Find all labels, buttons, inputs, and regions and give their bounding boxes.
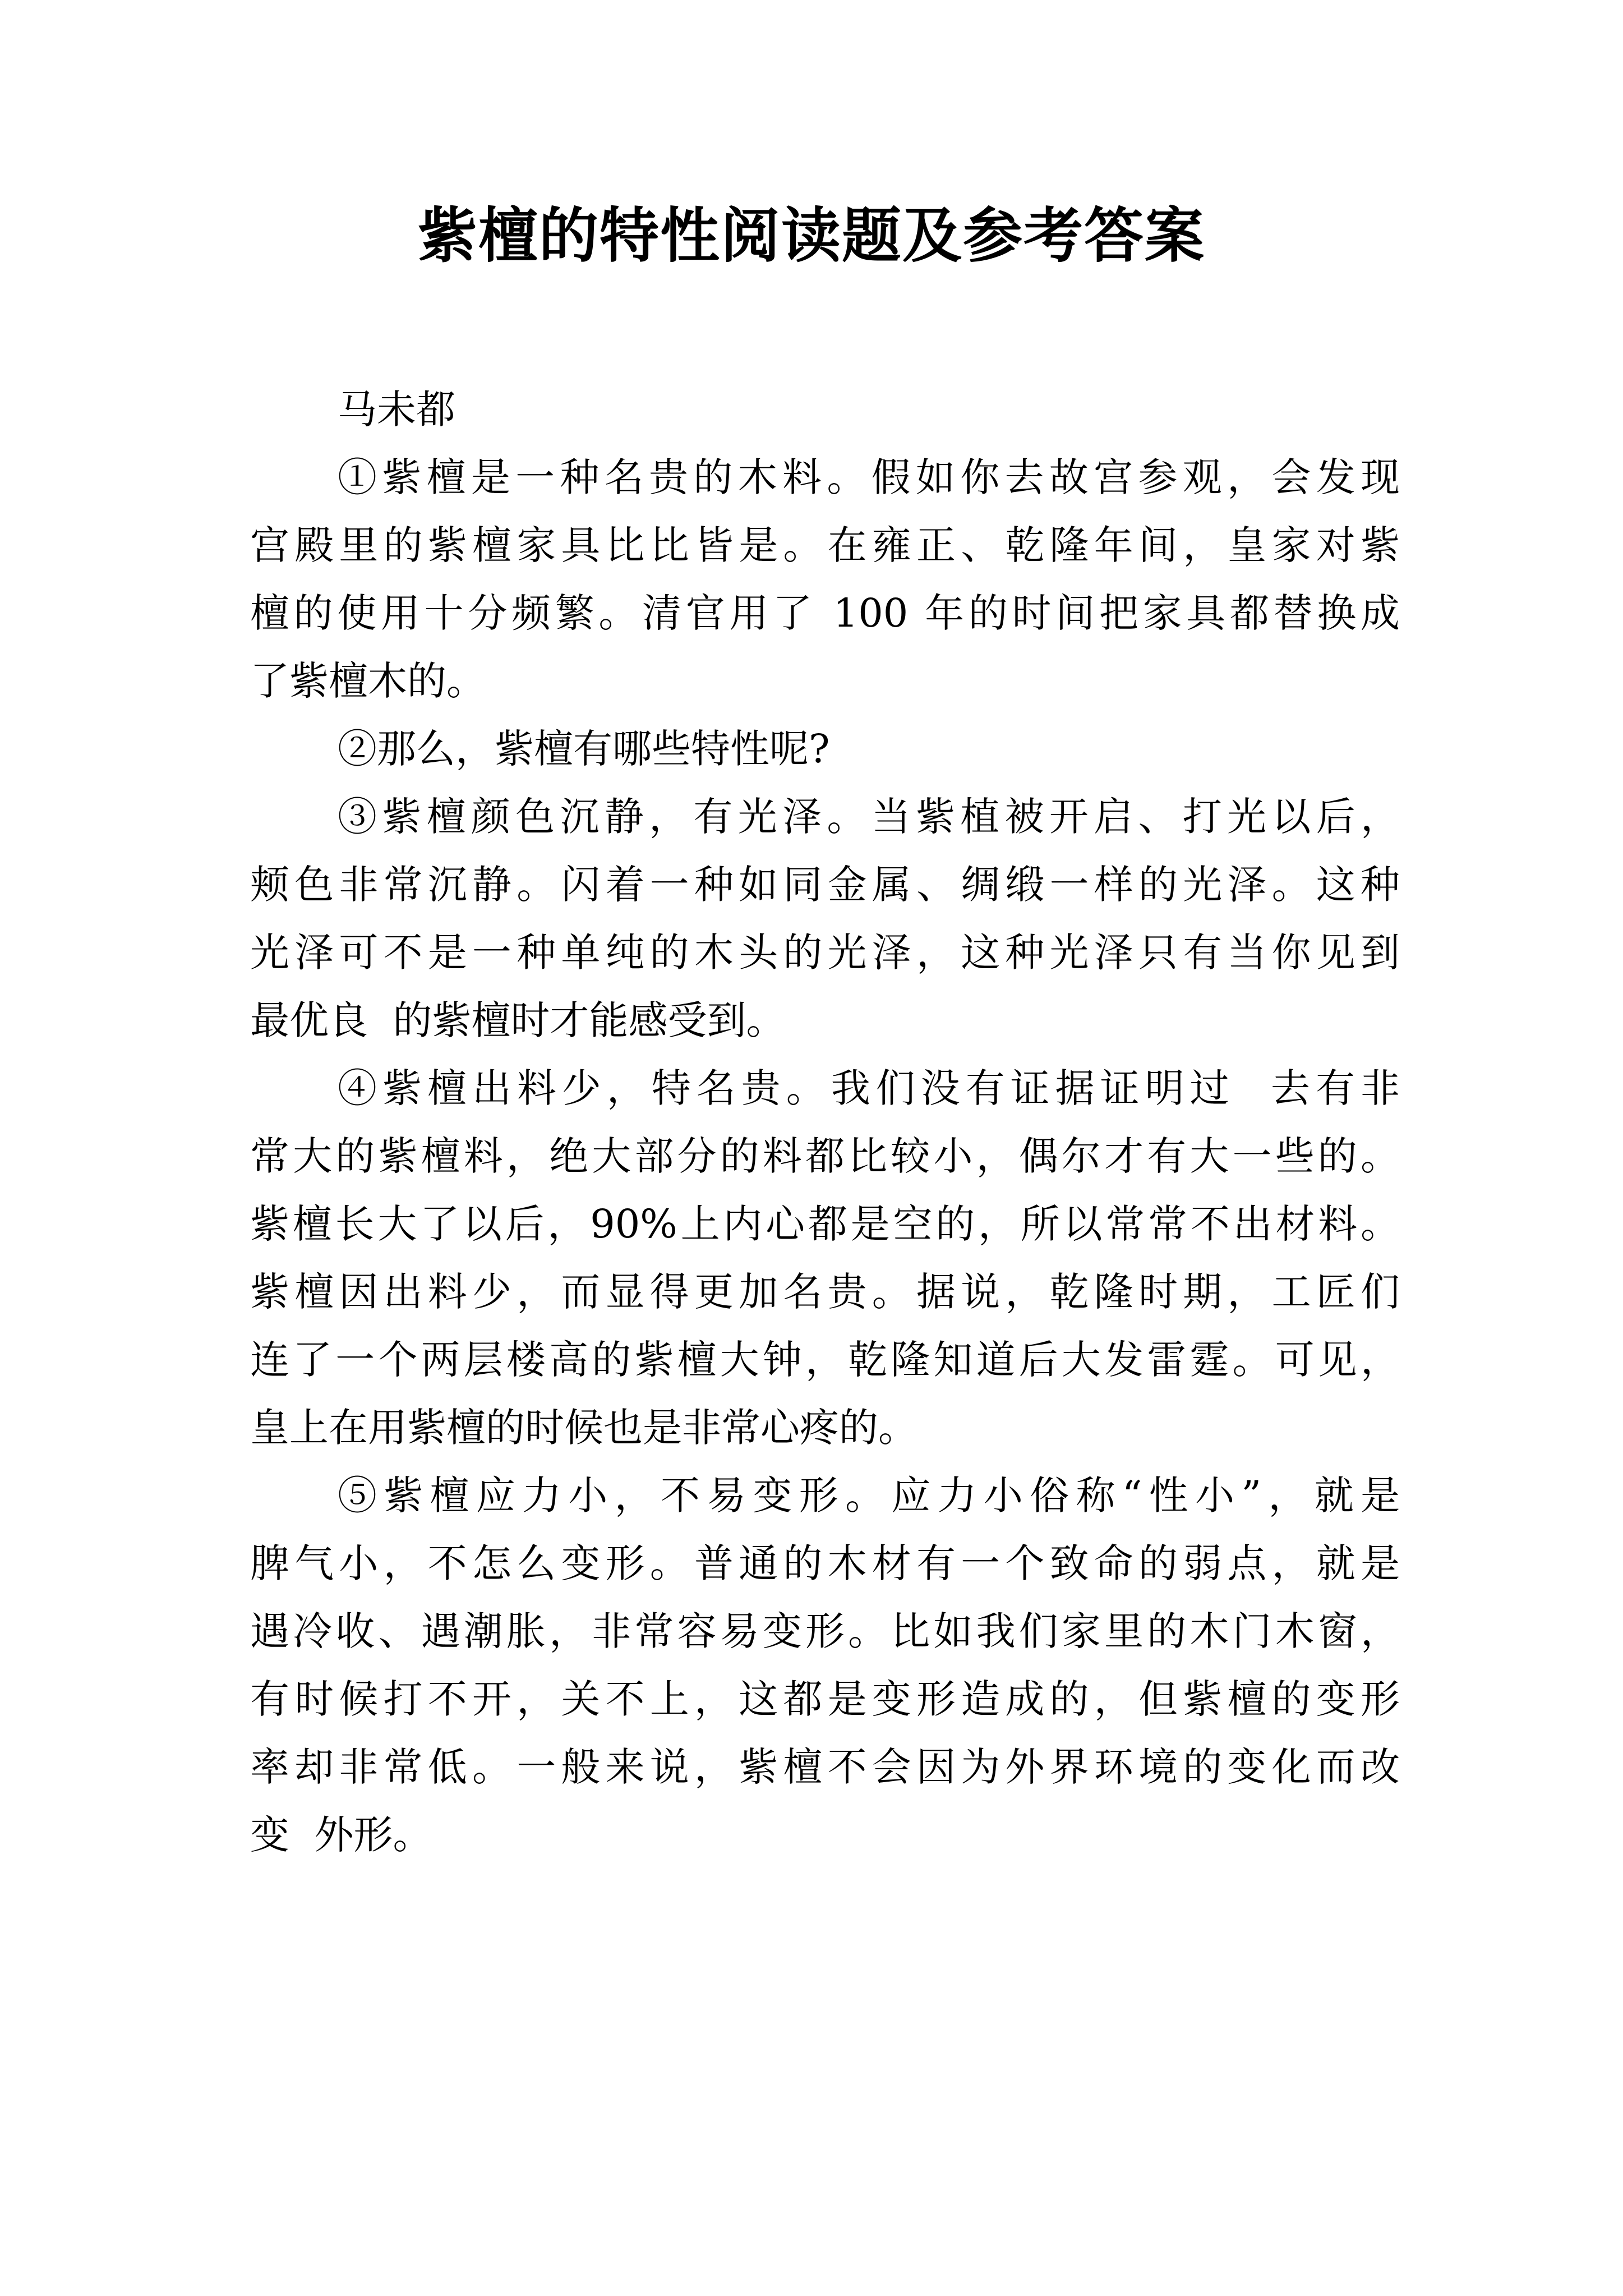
text-line: 有时候打不开，关不上，这都是变形造成的，但紫檀的变形 (250, 1676, 1400, 1722)
text-line: 常大的紫檀料，绝大部分的料都比较小，偶尔才有大一些的。 (250, 1133, 1400, 1179)
text-line: 颊色非常沉静。闪着一种如同金属、绸缎一样的光泽。这种 (250, 862, 1400, 908)
text-line: 皇上在用紫檀的时候也是非常心疼的。 (250, 1405, 917, 1451)
text-line: 紫檀因出料少，而显得更加名贵。据说，乾隆时期，工匠们 (250, 1269, 1400, 1315)
document-body (250, 376, 1400, 1869)
text-line: 光泽可不是一种单纯的木头的光泽，这种光泽只有当你见到 (250, 930, 1400, 976)
text-line: 遇冷收、遇潮胀，非常容易变形。比如我们家里的木门木窗， (250, 1608, 1400, 1654)
author-line: 马未都 (338, 386, 455, 432)
text-line: ①紫檀是一种名贵的木料。假如你去故宫参观，会发现 (338, 454, 1400, 500)
paragraph-lines (250, 444, 1400, 1869)
text-line: 脾气小，不怎么变形。普通的木材有一个致命的弱点，就是 (250, 1540, 1400, 1586)
text-line: 紫檀长大了以后，90%上内心都是空的，所以常常不出材料。 (250, 1201, 1400, 1247)
text-line: ③紫檀颜色沉静，有光泽。当紫植被开启、打光以后， (338, 794, 1400, 840)
text-line: 最优良 的紫檀时才能感受到。 (250, 997, 786, 1043)
text-line: ⑤紫檀应力小，不易变形。应力小俗称“性小”，就是 (338, 1473, 1400, 1519)
text-line: 变 外形。 (250, 1812, 432, 1858)
text-line: 檀的使用十分频繁。清官用了 100 年的时间把家具都替换成 (250, 590, 1400, 636)
text-line: 了紫檀木的。 (250, 658, 486, 704)
document-title: 紫檀的特性阅读题及参考答案 (418, 200, 1205, 270)
text-line: ④紫檀出料少，特名贵。我们没有证据证明过 去有非 (338, 1065, 1400, 1111)
text-line: ②那么，紫檀有哪些特性呢? (338, 726, 830, 772)
text-line: 宫殿里的紫檀家具比比皆是。在雍正、乾隆年间，皇家对紫 (250, 522, 1400, 568)
text-line: 率却非常低。一般来说，紫檀不会因为外界环境的变化而改 (250, 1744, 1400, 1790)
text-line: 连了一个两层楼高的紫檀大钟，乾隆知道后大发雷霆。可见， (250, 1337, 1400, 1383)
